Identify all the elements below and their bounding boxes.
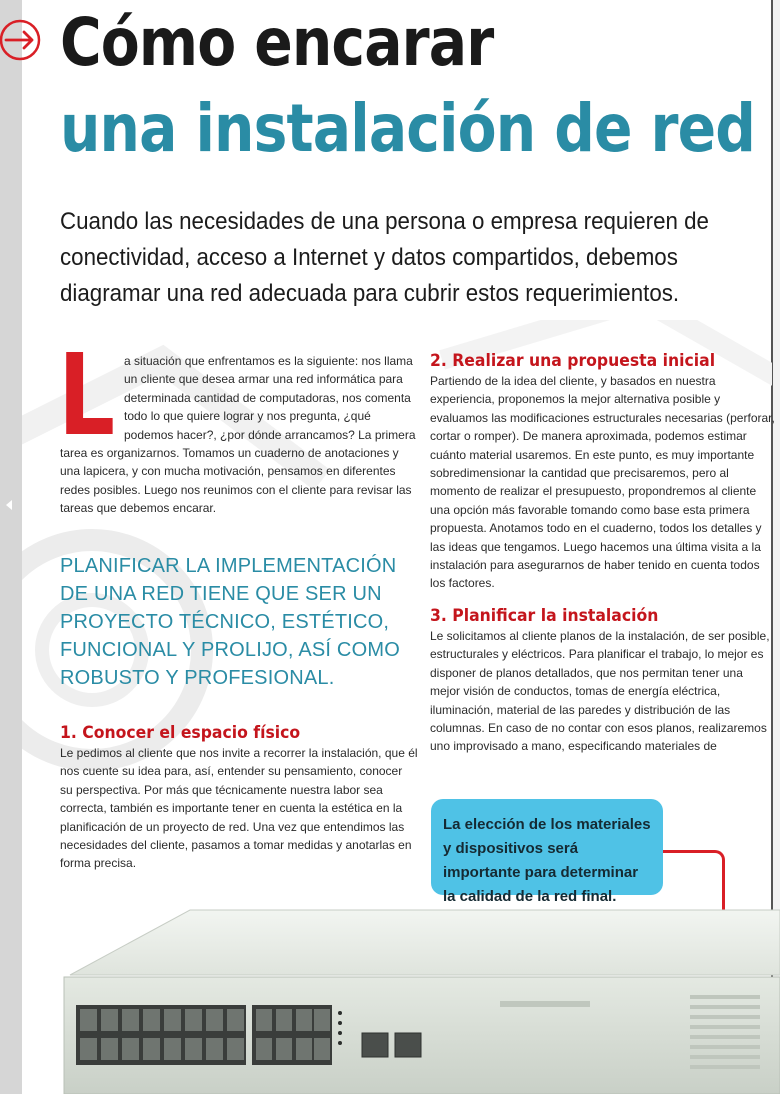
section-2 <box>430 350 775 593</box>
section-1-heading: 1. Conocer el espacio físico <box>60 723 301 743</box>
page-title-line-1: Cómo encarar <box>60 4 494 81</box>
drop-cap: L <box>58 331 116 461</box>
lead-paragraph-block <box>58 331 418 518</box>
section-3-body: Le solicitamos al cliente planos de la instalación, de ser posible, estructurales y eléctricos. Para planificar el trabajo, lo mejor es disponer de planos detallados, que nos permitan tener una mejor visión de conductos, tomas de energía eléctrica, iluminación, material de las paredes y distribución de las columnas. En caso de no contar con esos planos, realizaremos uno improvisado a mano, especificando materiales de <box>430 629 770 754</box>
callout-box <box>431 799 663 905</box>
left-page-margin <box>0 0 22 1094</box>
section-2-body: Partiendo de la idea del cliente, y basados en nuestra experiencia, proponemos la mejor alternativa posible y evaluamos las modificaciones estructurales necesarias (perforar, cortar o romper). De manera aproximada, podemos estimar cuánto material usaremos. En este punto, es muy importante sobredimensionar la cantidad que precisaremos, pero al momento de realizar el presupuesto, propondremos al cliente una opción más favorable tomando como base esta primera propuesta. Anotamos todo en el cuaderno, todos los detalles y las ideas que tengamos. Luego hacemos una última visita a la instalación para asegurarnos de haber tenido en cuenta todos los factores. <box>430 374 775 591</box>
pull-quote: PLANIFICAR LA IMPLEMENTACIÓN DE UNA RED TIENE QUE SER UN PROYECTO TÉCNICO, ESTÉTICO, FUNCIONAL Y PROLIJO, ASÍ COMO ROBUSTO Y PROFESIONAL. <box>60 555 400 689</box>
section-2-heading: 2. Realizar una propuesta inicial <box>430 351 716 371</box>
intro-paragraph: Cuando las necesidades de una persona o empresa requieren de conectividad, acceso a Internet y datos compartidos, debemos diagramar una red adecuada para cubrir estos requerimientos. <box>60 208 709 307</box>
section-1 <box>60 722 418 873</box>
network-switch-image <box>40 905 780 1094</box>
section-3-heading: 3. Planificar la instalación <box>430 606 659 626</box>
circled-arrow-right-icon <box>0 18 44 62</box>
lead-paragraph: a situación que enfrentamos es la siguiente: nos llama un cliente que desea armar una red informática para determinada cantidad de computadoras, nos comenta todo lo que quiere lograr y nos pregunta, ¿qué podemos hacer?, ¿por dónde arrancamos? La primera tarea es organizarnos. Tomamos un cuaderno de anotaciones y una lapicera, y con mucha motivación, pensamos en diferentes redes posibles. Luego nos reunimos con el cliente para revisar las tareas que debemos encarar. <box>60 354 416 516</box>
callout-text: La elección de los materiales y dispositivos será importante para determinar la calidad de la red final. <box>443 816 651 905</box>
triangle-left-icon <box>6 500 12 510</box>
section-1-body: Le pedimos al cliente que nos invite a recorrer la instalación, que él nos cuente su idea para, así, entender su pensamiento, conocer su perspectiva. Por más que técnicamente nuestra labor sea correcta, también es importante tener en cuenta la estética en la planificación de un proyecto de red. Una vez que entendimos las necesidades del cliente, pasamos a tomar medidas y anotarlas en forma precisa. <box>60 746 418 871</box>
page-title-line-2: una instalación de red <box>60 90 756 167</box>
section-3 <box>430 605 775 756</box>
